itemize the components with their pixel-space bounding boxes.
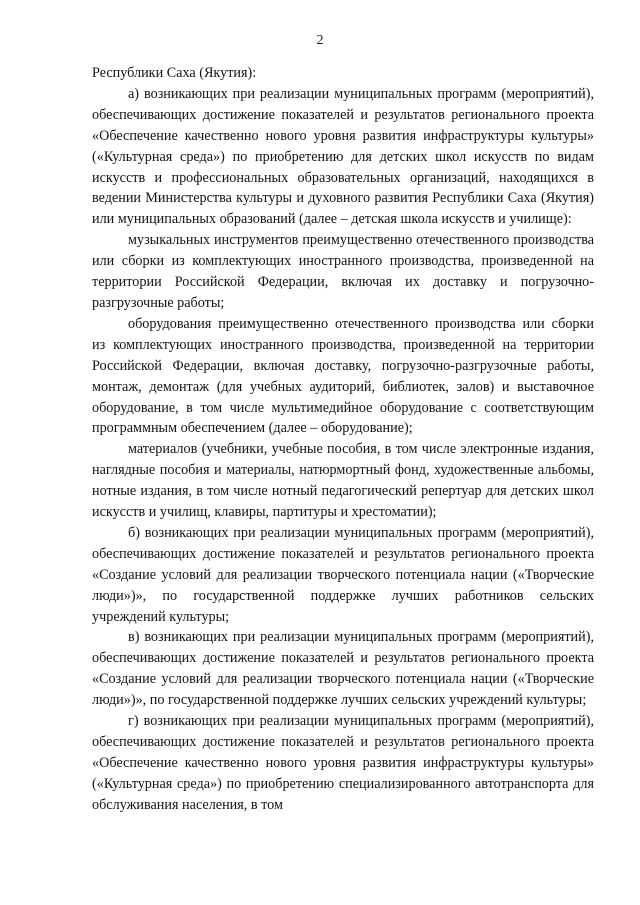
paragraph-continuation: Республики Саха (Якутия):	[92, 65, 257, 81]
paragraph-equipment: оборудования преимущественно отечественного производства или сборки из комплектующих иностранного производства, произведенной на территории Российской Федерации, включая доставку, погрузочно-разгрузочные работы, монтаж, демонтаж (для учебных аудиторий, библиотек, залов) и выставочное оборудование, в том числе мультимедийное оборудование с соответствующим программным обеспечением (далее – оборудование);	[92, 315, 594, 437]
paragraph-item-b: б) возникающих при реализации муниципальных программ (мероприятий), обеспечивающих достижение показателей и результатов регионального проекта «Создание условий для реализации творческого потенциала нации («Творческие люди»)», по государственной поддержке лучших работников сельских учреждений культуры;	[92, 524, 594, 625]
paragraph-item-a: а) возникающих при реализации муниципальных программ (мероприятий), обеспечивающих достижение показателей и результатов регионального проекта «Обеспечение качественно нового уровня развития инфраструктуры культуры» («Культурная среда») по приобретению для детских школ искусств по видам искусств и профессиональных образовательных организаций, находящихся в ведении Министерства культуры и духовного развития Республики Саха (Якутия) или муниципальных образований (далее – детская школа искусств и училище):	[92, 85, 594, 228]
paragraph-materials: материалов (учебники, учебные пособия, в том числе электронные издания, наглядные пособия и материалы, натюрмортный фонд, художественные альбомы, нотные издания, в том числе нотный педагогический репертуар для детских школ искусств и училищ, клавиры, партитуры и хрестоматии);	[92, 441, 594, 521]
paragraph-musical-instruments: музыкальных инструментов преимущественно отечественного производства или сборки из комплектующих иностранного производства, произведенной на территории Российской Федерации, включая их доставку и погрузочно-разгрузочные работы;	[92, 232, 594, 311]
page-number: 2	[316, 33, 324, 48]
document-body	[92, 63, 594, 816]
paragraph-item-v: в) возникающих при реализации муниципальных программ (мероприятий), обеспечивающих достижение показателей и результатов регионального проекта «Создание условий для реализации творческого потенциала нации («Творческие люди»)», по государственной поддержке лучших сельских учреждений культуры;	[92, 629, 594, 709]
paragraph-item-g: г) возникающих при реализации муниципальных программ (мероприятий), обеспечивающих достижение показателей и результатов регионального проекта «Обеспечение качественно нового уровня развития инфраструктуры культуры» («Культурная среда») по приобретению специализированного автотранспорта для обслуживания населения, в том	[92, 713, 594, 813]
